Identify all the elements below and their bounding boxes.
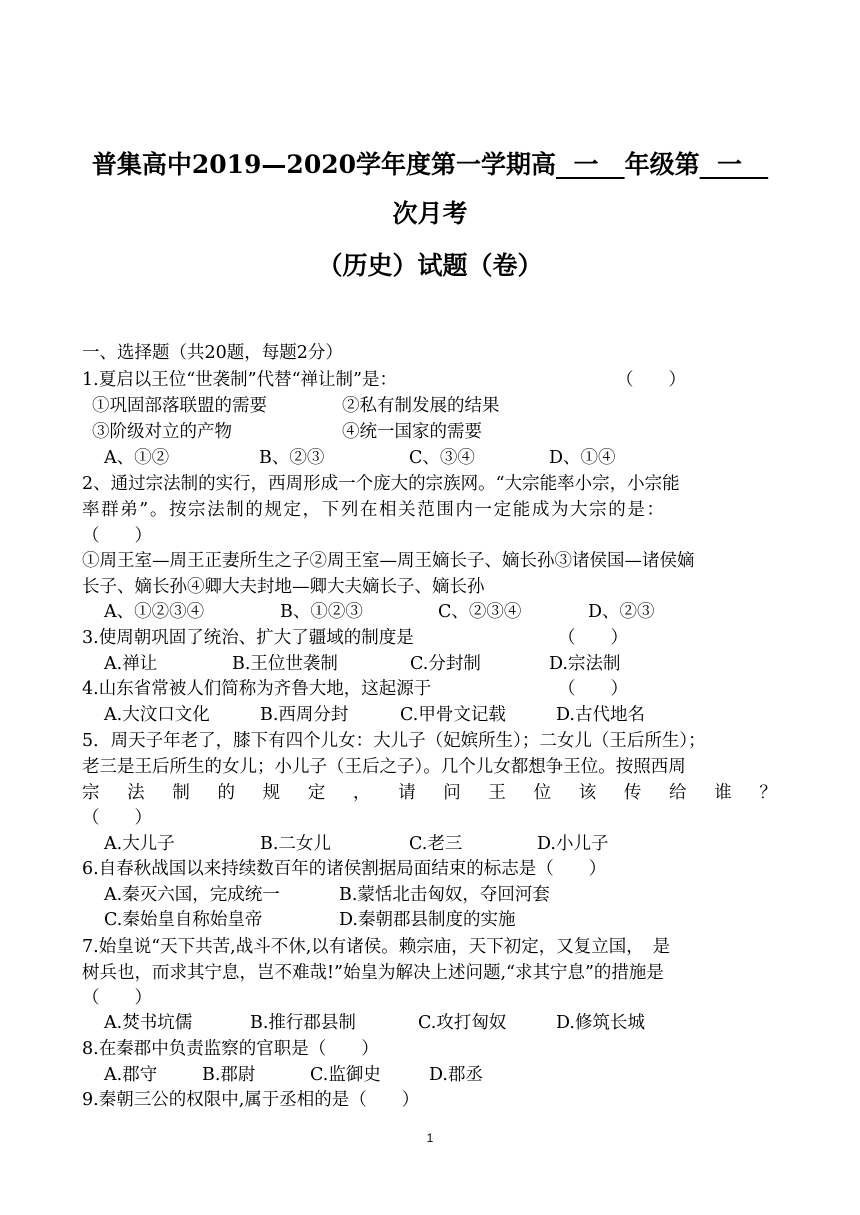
- question-2-line4: ①周王室—周王正妻所生之子②周王室—周王嫡长子、嫡长孙③诸侯国—诸侯嫡: [82, 551, 695, 571]
- option-a: A.焚书坑儒: [104, 1013, 193, 1033]
- grade-blank: 一: [573, 150, 599, 179]
- option-b: B.王位世袭制: [232, 654, 338, 674]
- option-d: D.古代地名: [556, 705, 645, 725]
- question-6-stem: 6.自春秋战国以来持续数百年的诸侯割据局面结束的标志是（ ）: [82, 859, 607, 879]
- question-6-options-row2: [104, 910, 516, 930]
- option-d: D、①④: [549, 448, 616, 468]
- question-6-options-row1: [104, 885, 550, 905]
- question-2-line1: 2、通过宗法制的实行，西周形成一个庞大的宗族网。“大宗能率小宗，小宗能: [82, 474, 680, 494]
- option-d: D.秦朝郡县制度的实施: [339, 910, 516, 930]
- exam-number-blank: 一: [717, 150, 743, 179]
- question-7-line2: 树兵也，而求其宁息，岂不难哉!”始皇为解决上述问题,“求其宁息”的措施是: [82, 963, 664, 983]
- exam-subject-title: （历史）试题（卷）: [317, 251, 543, 280]
- option-c: C.秦始皇自称始皇帝: [104, 910, 263, 930]
- question-1-stem: 1.夏启以王位“世袭制”代替“禅让制”是： （ ）: [82, 370, 686, 390]
- question-2-options: [104, 602, 655, 622]
- option-d: D.小儿子: [537, 834, 609, 854]
- question-5-options: [104, 834, 609, 854]
- option-c: C.攻打匈奴: [418, 1013, 507, 1033]
- option-a: A.秦灭六国，完成统一: [104, 885, 280, 905]
- question-7-line1: 7.始皇说“天下共苦,战斗不休,以有诸侯。赖宗庙，天下初定，又复立国， 是: [82, 937, 671, 957]
- exam-title-line2: 次月考: [392, 199, 468, 228]
- question-5-line4: （ ）: [82, 808, 152, 828]
- question-8-options: [104, 1065, 483, 1085]
- option-b: B、②③: [259, 448, 325, 468]
- option-a: A、①②: [104, 448, 170, 468]
- list-item: ②私有制发展的结果: [342, 396, 500, 416]
- option-a: A.禅让: [104, 654, 158, 674]
- option-d: D.宗法制: [549, 654, 621, 674]
- option-b: B.郡尉: [202, 1065, 256, 1085]
- option-c: C.老三: [409, 834, 463, 854]
- question-5-line3: 宗 法 制 的 规 定 ， 请 问 王 位 该 传 给 谁 ？: [82, 783, 777, 803]
- question-7-line3: （ ）: [82, 988, 152, 1008]
- answer-paren: （ ）: [616, 370, 686, 390]
- question-1-items-row2: [92, 422, 482, 442]
- answer-paren: （ ）: [558, 679, 628, 699]
- list-item: ③阶级对立的产物: [92, 422, 232, 442]
- question-8-stem: 8.在秦郡中负责监察的官职是（ ）: [82, 1039, 379, 1059]
- exam-title-line1: [0, 152, 860, 177]
- list-item: ④统一国家的需要: [342, 422, 482, 442]
- title-text-b: 年级第: [624, 150, 700, 179]
- question-2-line3: （ ）: [82, 526, 152, 546]
- option-d: D.郡丞: [429, 1065, 483, 1085]
- option-b: B.西周分封: [260, 705, 349, 725]
- question-1-options: [104, 448, 616, 468]
- option-d: D、②③: [588, 602, 655, 622]
- option-a: A.郡守: [104, 1065, 158, 1085]
- option-d: D.修筑长城: [556, 1013, 645, 1033]
- question-3-stem: 3.使周朝巩固了统治、扩大了疆域的制度是 （ ）: [82, 628, 628, 648]
- option-a: A.大儿子: [104, 834, 175, 854]
- option-b: B、①②③: [280, 602, 363, 622]
- question-2-line5: 长子、嫡长孙④卿大夫封地—卿大夫嫡长子、嫡长孙: [82, 577, 485, 597]
- title-text-a: 普集高中2019—2020学年度第一学期高: [91, 150, 557, 179]
- question-4-stem: 4.山东省常被人们简称为齐鲁大地，这起源于 （ ）: [82, 679, 628, 699]
- answer-paren: （ ）: [558, 628, 628, 648]
- option-c: C.甲骨文记载: [400, 705, 506, 725]
- option-b: B.二女儿: [260, 834, 331, 854]
- option-b: B.蒙恬北击匈奴，夺回河套: [339, 885, 550, 905]
- question-5-line1: 5．周天子年老了，膝下有四个儿女：大儿子（妃嫔所生）；二女儿（王后所生）；: [82, 731, 706, 751]
- section-heading: 一、选择题（共20题，每题2分）: [82, 343, 343, 363]
- option-b: B.推行郡县制: [250, 1013, 356, 1033]
- option-a: A.大汶口文化: [104, 705, 210, 725]
- option-c: C、②③④: [438, 602, 522, 622]
- question-9-stem: 9.秦朝三公的权限中,属于丞相的是（ ）: [82, 1090, 420, 1110]
- question-3-options: [104, 654, 621, 674]
- question-1-items-row1: [92, 396, 500, 416]
- question-4-options: [104, 705, 645, 725]
- option-a: A、①②③④: [104, 602, 205, 622]
- question-5-line2: 老三是王后所生的女儿；小儿子（王后之子）。几个儿女都想争王位。按照西周: [82, 757, 686, 777]
- option-c: C.监御史: [310, 1065, 381, 1085]
- page-number: 1: [426, 1131, 434, 1145]
- question-7-options: [104, 1013, 645, 1033]
- option-c: C.分封制: [410, 654, 481, 674]
- question-2-line2: 率群弟”。按宗法制的规定，下列在相关范围内一定能成为大宗的是：: [82, 500, 666, 520]
- list-item: ①巩固部落联盟的需要: [92, 396, 267, 416]
- option-c: C、③④: [409, 448, 475, 468]
